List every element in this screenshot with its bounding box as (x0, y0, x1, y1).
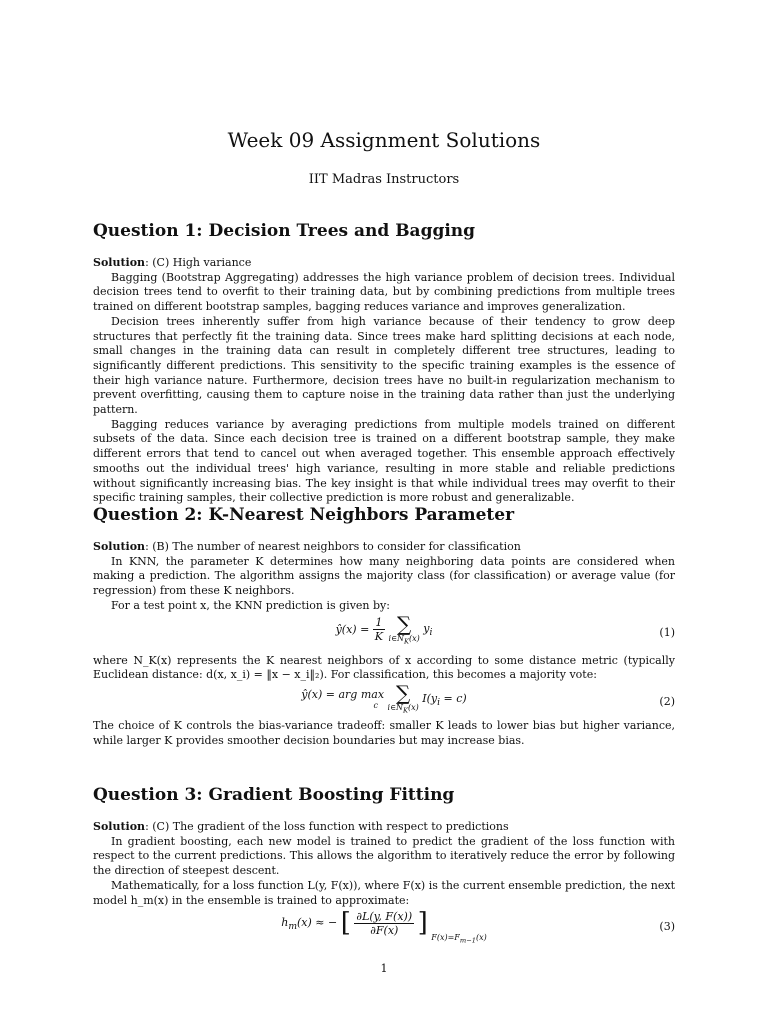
equation-lhs: ŷ(x) = (335, 622, 370, 636)
equation-3 (93, 908, 675, 952)
paragraph: For a test point x, the KNN prediction is given by: (111, 598, 390, 612)
equation-number: (1) (659, 625, 675, 639)
right-bracket: ] (417, 908, 428, 939)
solution-label: Solution (93, 540, 146, 553)
argmax: ŷ(x) = arg max c (301, 687, 385, 710)
equation-body (93, 908, 675, 945)
solution-line (93, 256, 675, 271)
paragraph: Decision trees inherently suffer from high variance because of their tendency to grow deep structures that perfectly fit the training data. Since trees make hard splitting decisions at each node, small changes in the training data can result in completely different tree structures, leading to significantly different predictions. This sensitivity to the specific training examples is the essence of their high variance nature. Furthermore, decision trees have no built-in regularization mechanism to prevent overfitting, causing them to capture noise in the training data rather than just the underlying pattern. (93, 314, 675, 417)
solution-line (93, 820, 675, 835)
section-heading: Question 1: Decision Trees and Bagging (93, 221, 476, 241)
section-question-3 (93, 784, 675, 952)
equation-1 (93, 611, 675, 654)
paragraph: Mathematically, for a loss function L(y, F(x)), where F(x) is the current ensemble prediction, the next model h_m(x) in the ensemble is trained to approximate: (93, 878, 675, 907)
solution-answer: : (C) The gradient of the loss function with respect to predictions (145, 820, 509, 833)
fraction-numerator: 1 (373, 616, 385, 630)
fraction (354, 910, 414, 937)
left-bracket: [ (340, 908, 351, 939)
solution-label: Solution (93, 256, 146, 269)
equation-number: (3) (659, 920, 675, 934)
equation-body (93, 680, 675, 715)
fraction-numerator: ∂L(y, F(x)) (356, 909, 413, 923)
document-title: Week 09 Assignment Solutions (227, 128, 541, 152)
equation-number: (2) (659, 694, 675, 708)
fraction-denominator: ∂F(x) (370, 923, 399, 937)
solution-answer: : (B) The number of nearest neighbors to consider for classification (145, 540, 521, 553)
summation (387, 680, 419, 715)
paragraph: In gradient boosting, each new model is trained to predict the gradient of the loss function with respect to the current predictions. This allows the algorithm to iteratively reduce the error by following the direction of steepest descent. (93, 834, 675, 878)
document-author: IIT Madras Instructors (308, 172, 460, 187)
summation-term: $y_i$ (423, 622, 433, 639)
summation (388, 611, 420, 646)
summation-subscript: $i\in N_K(x)$ (387, 702, 419, 715)
summation-subscript: $i\in N_K(x)$ (388, 633, 420, 646)
equation-2 (93, 680, 675, 719)
section-question-1 (93, 220, 675, 506)
paragraph: Bagging reduces variance by averaging predictions from multiple models trained on different subsets of the data. Since each decision tree is trained on a different bootstrap sample, they make different errors that tend to cancel out when averaged together. This ensemble approach effectively smooths out the individual trees' high variance, resulting in more stable and reliable predictions without significantly increasing bias. The key insight is that while individual trees may overfit to their specific training samples, their collective prediction is more robust and generalizable. (93, 417, 675, 505)
document-page (93, 0, 675, 1024)
paragraph: Bagging (Bootstrap Aggregating) addresses the high variance problem of decision trees. Individual decision trees tend to overfit to their training data, but by combining predictions from multiple trees trained on different bootstrap samples, bagging reduces variance and improves generalization. (93, 270, 675, 314)
solution-answer: : (C) High variance (145, 256, 252, 269)
page-number: 1 (380, 962, 388, 975)
solution-line (93, 540, 675, 555)
summation-term: $I(y_i = c)$ (422, 691, 467, 708)
paragraph: The choice of K controls the bias-variance tradeoff: smaller K leads to lower bias but higher variance, while larger K provides smoother decision boundaries but may increase bias. (93, 718, 675, 747)
paragraph: where N_K(x) represents the K nearest neighbors of x according to some distance metric (typically Euclidean distance: d(x, x_i) = ‖x − x_i‖₂). For classification, this becomes a majority vote: (93, 653, 675, 682)
fraction (373, 616, 385, 643)
paragraph: In KNN, the parameter K determines how many neighboring data points are considered when making a prediction. The algorithm assigns the majority class (for classification) or average value (for regression) from these K neighbors. (93, 554, 675, 598)
sigma-symbol: ∑ (396, 680, 411, 705)
equation-lhs: $h_m(x)$ ≈ − (281, 916, 338, 933)
section-heading: Question 3: Gradient Boosting Fitting (93, 785, 455, 805)
equation-body (93, 611, 675, 646)
evaluation-subscript: F(x)=Fm−1(x) (431, 933, 487, 945)
section-heading: Question 2: K-Nearest Neighbors Parameter (93, 505, 515, 525)
fraction-denominator: K (374, 629, 384, 643)
sigma-symbol: ∑ (396, 611, 412, 636)
section-question-2 (93, 504, 675, 748)
solution-label: Solution (93, 820, 146, 833)
